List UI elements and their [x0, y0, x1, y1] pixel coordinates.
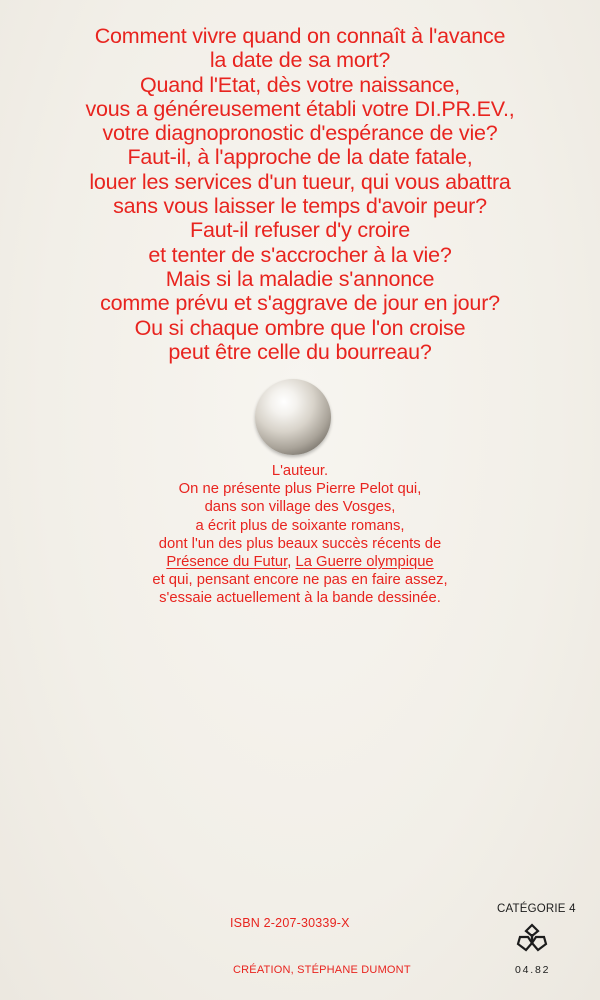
author-bio-line: s'essaie actuellement à la bande dessinée. [159, 590, 441, 607]
author-bio [0, 462, 600, 608]
author-bio-line: dans son village des Vosges, [204, 499, 396, 516]
blurb-line: Ou si chaque ombre que l'on croise [134, 315, 466, 340]
publisher-logo-icon [516, 923, 548, 953]
collection-title: Présence du Futur [166, 554, 288, 571]
title-separator: , [287, 554, 296, 571]
author-bio-line: dont l'un des plus beaux succès récents de [158, 535, 442, 552]
blurb-line: Faut-il, à l'approche de la date fatale, [127, 145, 473, 170]
author-heading: L'auteur. [271, 463, 329, 479]
author-bio-line: a écrit plus de soixante romans, [195, 517, 405, 534]
blurb-line: votre diagnopronostic d'espérance de vie? [102, 121, 498, 146]
blurb-line: louer les services d'un tueur, qui vous abattra [89, 169, 511, 194]
book-title: La Guerre olympique [295, 554, 434, 571]
blurb-line: comme prévu et s'aggrave de jour en jour? [100, 291, 500, 316]
blurb-line: Faut-il refuser d'y croire [190, 218, 410, 243]
cover-design-credit: CRÉATION, STÉPHANE DUMONT [233, 964, 411, 976]
sphere-illustration [255, 379, 331, 455]
blurb-line: vous a généreusement établi votre DI.PR.EV., [85, 96, 515, 121]
blurb-line: sans vous laisser le temps d'avoir peur? [113, 194, 487, 219]
print-code: 04.82 [515, 964, 551, 976]
author-bio-line: et qui, pensant encore ne pas en faire assez, [152, 572, 448, 589]
blurb-line: Mais si la maladie s'annonce [165, 266, 435, 291]
blurb-line: peut être celle du bourreau? [168, 339, 432, 364]
blurb-line: Comment vivre quand on connaît à l'avance [94, 24, 506, 48]
author-bio-line: On ne présente plus Pierre Pelot qui, [178, 481, 422, 498]
blurb-line: Quand l'Etat, dès votre naissance, [140, 72, 460, 97]
blurb-line: et tenter de s'accrocher à la vie? [148, 242, 452, 267]
isbn-number: ISBN 2-207-30339-X [230, 916, 350, 930]
cover-blurb [0, 24, 600, 364]
blurb-line: la date de sa mort? [209, 48, 391, 73]
author-bio-line [0, 553, 600, 571]
price-category: CATÉGORIE 4 [497, 903, 576, 915]
